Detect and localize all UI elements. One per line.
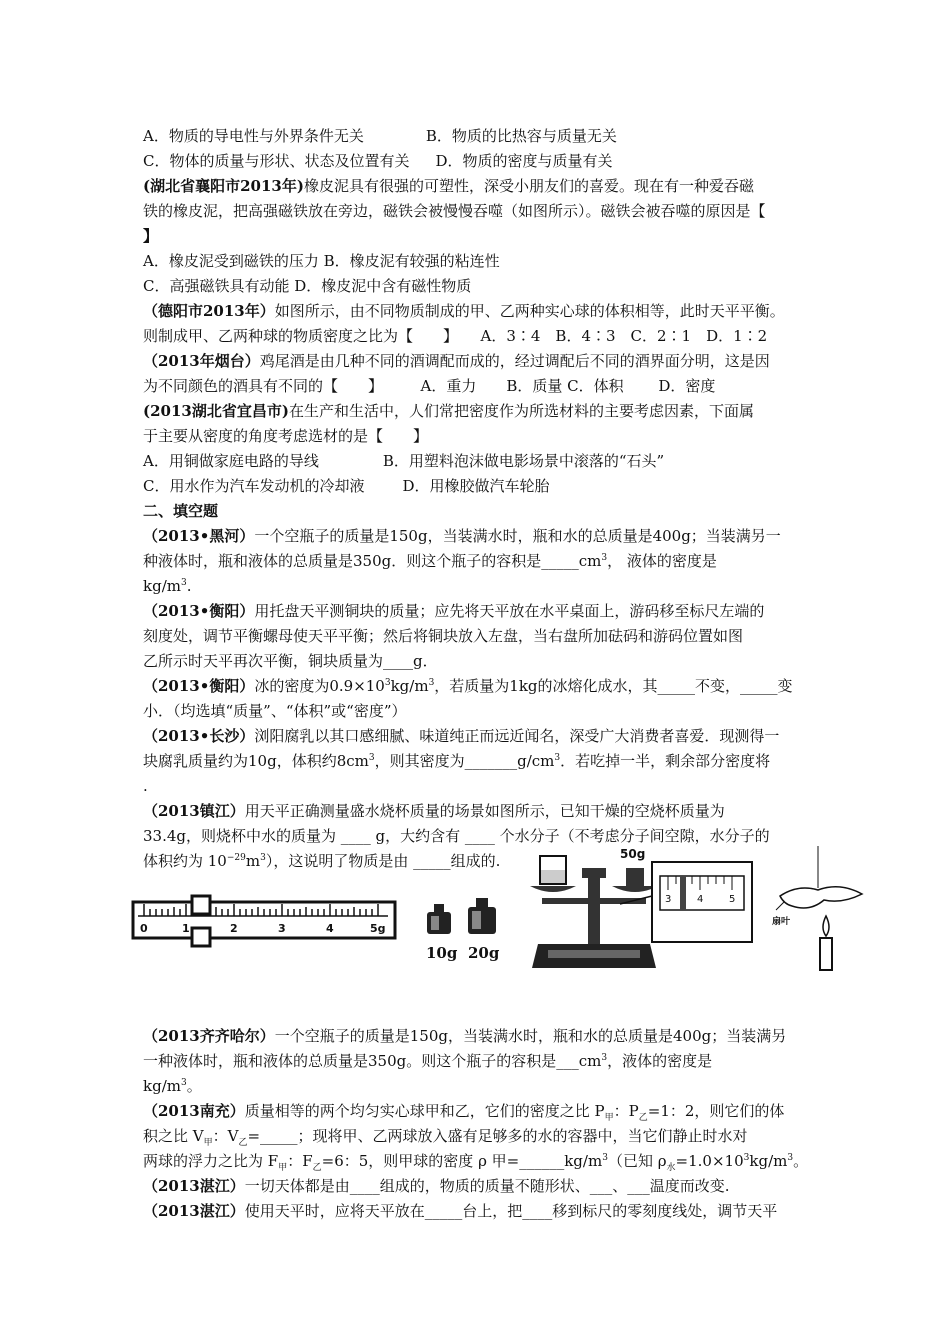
inset-tick-label: 3 <box>665 894 672 905</box>
question-text-line <box>143 549 815 574</box>
question-text: 一种液体时，瓶和液体的总质量是350g。则这个瓶子的容积是___cm <box>143 1052 602 1070</box>
question-source: （德阳市2013年） <box>143 302 275 320</box>
options-row-1 <box>143 124 815 149</box>
superscript: 3 <box>260 853 266 863</box>
question-text: 一个空瓶子的质量是150g，当装满水时，瓶和水的总质量是400g；当装满另 <box>274 1027 787 1045</box>
question-text: 使用天平时，应将天平放在_____台上，把____移到标尺的零刻度线处，调节天平 <box>244 1202 778 1220</box>
inset-tick-label: 4 <box>697 894 704 905</box>
question-text: ：V <box>212 1127 239 1145</box>
question-zhanjiang-1 <box>143 1174 815 1199</box>
weight-10g <box>427 904 451 934</box>
option-c: C．用水作为汽车发动机的冷却液 <box>143 477 365 495</box>
question-text: kg/m <box>143 1077 181 1095</box>
question-text: 鸡尾酒是由几种不同的酒调配而成的，经过调配后不同的酒界面分明，这是因 <box>259 352 770 370</box>
option-d: D．用橡胶做汽车轮胎 <box>402 477 550 495</box>
question-text: kg/m <box>143 577 181 595</box>
question-text-line <box>143 224 815 249</box>
question-text: 两球的浮力之比为 F <box>143 1152 279 1170</box>
figure-row <box>130 846 870 976</box>
ruler-tick-label: 5g <box>370 922 386 935</box>
question-text: ：P <box>613 1102 639 1120</box>
weights-figure <box>422 896 512 966</box>
question-text: （已知 ρ <box>607 1152 667 1170</box>
question-text: ，则其密度为_______g/cm <box>374 752 555 770</box>
weight-label: 20g <box>468 944 500 962</box>
fan-candle-figure <box>770 846 868 974</box>
ruler-tick-label: 4 <box>326 922 334 935</box>
question-text-line <box>143 624 815 649</box>
question-text-line <box>143 749 815 774</box>
weight-20g <box>468 898 496 934</box>
question-text: kg/m <box>390 677 429 695</box>
question-text-line <box>143 649 815 674</box>
question-text: 乙所示时天平再次平衡，铜块质量为____g． <box>143 652 438 670</box>
superscript: 3 <box>428 678 435 688</box>
balance-figure <box>528 846 778 974</box>
question-hengyang-1 <box>143 599 815 624</box>
question-text: 。 <box>186 1077 202 1095</box>
options-row <box>143 449 815 474</box>
question-text: 种液体时，瓶和液体的总质量是350g．则这个瓶子的容积是_____cm <box>143 552 602 570</box>
superscript: 3 <box>787 1153 794 1163</box>
question-text: m <box>245 852 261 870</box>
question-text: ），这说明了物质是由 _____组成的. <box>265 852 501 870</box>
question-text: 用天平正确测量盛水烧杯质量的场景如图所示，已知干燥的空烧杯质量为 <box>244 802 725 820</box>
inset-tick-label: 5 <box>729 894 736 905</box>
question-text: 冰的密度为0.9×10 <box>254 677 385 695</box>
option-d: D．物质的密度与质量有关 <box>435 152 613 170</box>
superscript: 3 <box>180 578 187 588</box>
question-source: （2013湛江） <box>143 1177 245 1195</box>
question-text: 体积约为 10 <box>143 852 227 870</box>
ruler-tick-label: 0 <box>140 922 148 935</box>
question-text: 小．（均选填“质量”、“体积”或“密度”） <box>143 702 407 720</box>
question-source: (2013湖北省宜昌市) <box>143 402 289 420</box>
question-text: =_____；现将甲、乙两球放入盛有足够多的水的容器中，当它们静止时水对 <box>247 1127 748 1145</box>
question-text-line <box>143 199 815 224</box>
document-body <box>143 124 815 874</box>
question-source: （2013•黑河） <box>143 527 255 545</box>
question-yichang <box>143 399 815 424</box>
fan-label: 扇叶 <box>772 917 791 927</box>
question-text: 橡皮泥具有很强的可塑性，深受小朋友们的喜爱。现在有一种爱吞磁 <box>303 177 754 195</box>
question-text: 33.4g，则烧杯中水的质量为 ____ g，大约含有 ____ 个水分子（不考虑分子间空隙，水分子的 <box>143 827 770 845</box>
question-deyang <box>143 299 815 324</box>
options-row-2 <box>143 149 815 174</box>
question-text: 如图所示，由不同物质制成的甲、乙两种实心球的体积相等，此时天平平衡。 <box>274 302 785 320</box>
question-text-line <box>143 1149 815 1174</box>
question-text-line <box>143 699 815 724</box>
subscript: 乙 <box>238 1138 248 1148</box>
question-text: 刻度处，调节平衡螺母使天平平衡；然后将铜块放入左盘，当右盘所加砝码和游码位置如图 <box>143 627 744 645</box>
section-heading: 二、填空题 <box>143 502 219 520</box>
question-text: =1.0×10 <box>675 1152 744 1170</box>
question-text: =1：2，则它们的体 <box>647 1102 785 1120</box>
question-text-line <box>143 324 815 349</box>
question-heihe <box>143 524 815 549</box>
question-text: ：F <box>287 1152 313 1170</box>
ruler-figure <box>130 888 400 954</box>
question-text-line <box>143 374 815 399</box>
question-text: ．若吃掉一半，剩余部分密度将 <box>560 752 771 770</box>
options-row <box>143 274 815 299</box>
question-qiqihar <box>143 1024 815 1049</box>
question-changsha <box>143 724 815 749</box>
option-b: B．物质的比热容与质量无关 <box>425 127 617 145</box>
subscript: 甲 <box>604 1113 614 1123</box>
superscript: −29 <box>226 853 246 863</box>
options-row <box>143 474 815 499</box>
paper-fan <box>780 887 862 908</box>
superscript: 3 <box>368 753 375 763</box>
question-text: 浏阳腐乳以其口感细腻、味道纯正而远近闻名，深受广大消费者喜爱．现测得一 <box>254 727 780 745</box>
question-text-line <box>143 1049 815 1074</box>
question-source: （2013年烟台） <box>143 352 260 370</box>
question-text: 积之比 V <box>143 1127 204 1145</box>
flame <box>823 916 829 936</box>
question-source: （2013•衡阳） <box>143 602 255 620</box>
superscript: 3 <box>602 1153 608 1163</box>
slider-rider-bottom <box>192 928 210 946</box>
superscript: 3 <box>601 1053 608 1063</box>
question-text: 铁的橡皮泥，把高强磁铁放在旁边，磁铁会被慢慢吞噬（如图所示）。磁铁会被吞噬的原因是【 <box>143 202 766 220</box>
question-nanchong <box>143 1099 815 1124</box>
question-hengyang-2 <box>143 674 815 699</box>
candle <box>820 938 832 970</box>
options-ab: A．橡皮泥受到磁铁的压力 B．橡皮泥有较强的粘连性 <box>143 252 500 270</box>
question-yantai <box>143 349 815 374</box>
question-text: 则制成甲、乙两种球的物质密度之比为【 】 A．3∶4 B．4∶3 C．2∶1 D．1∶2 <box>143 327 768 345</box>
subscript: 乙 <box>638 1113 648 1123</box>
question-text: 块腐乳质量约为10g，体积约8cm <box>143 752 369 770</box>
question-text: 为不同颜色的酒具有不同的【 】 A．重力 B．质量 C．体积 D．密度 <box>143 377 716 395</box>
question-source: （2013湛江） <box>143 1202 245 1220</box>
question-source: （2013•衡阳） <box>143 677 255 695</box>
question-text: 一个空瓶子的质量是150g，当装满水时，瓶和水的总质量是400g；当装满另一 <box>254 527 781 545</box>
question-text: 用托盘天平测铜块的质量；应先将天平放在水平桌面上，游码移至标尺左端的 <box>254 602 765 620</box>
question-text-line <box>143 424 815 449</box>
options-cd: C．高强磁铁具有动能 D．橡皮泥中含有磁性物质 <box>143 277 472 295</box>
question-text: 质量相等的两个均匀实心球甲和乙，它们的密度之比 P <box>244 1102 605 1120</box>
subscript: 甲 <box>203 1138 213 1148</box>
superscript: 3 <box>601 553 608 563</box>
superscript: 3 <box>554 753 561 763</box>
question-source: （2013镇江） <box>143 802 245 820</box>
question-text: =6：5，则甲球的密度 ρ 甲=______kg/m <box>321 1152 603 1170</box>
question-source: （2013齐齐哈尔） <box>143 1027 275 1045</box>
option-c: C．物体的质量与形状、状态及位置有关 <box>143 152 410 170</box>
option-a: A．物质的导电性与外界条件无关 <box>143 127 364 145</box>
question-source: （2013•长沙） <box>143 727 255 745</box>
question-source: (湖北省襄阳市2013年) <box>143 177 304 195</box>
question-text: ，若质量为1kg的冰熔化成水，其_____不变，_____变 <box>434 677 793 695</box>
subscript: 水 <box>666 1163 676 1173</box>
subscript: 甲 <box>278 1163 288 1173</box>
option-b: B．用塑料泡沫做电影场景中滚落的“石头” <box>382 452 665 470</box>
options-row <box>143 249 815 274</box>
question-text: . <box>143 777 148 795</box>
question-zhanjiang-2 <box>143 1199 815 1224</box>
question-text-line <box>143 1074 815 1099</box>
slider-rider <box>192 896 210 914</box>
ruler-tick-label: 2 <box>230 922 238 935</box>
question-text-line <box>143 574 815 599</box>
superscript: 3 <box>743 1153 750 1163</box>
subscript: 乙 <box>312 1163 322 1173</box>
question-text: 。 <box>793 1152 809 1170</box>
question-text: 一切天体都是由____组成的，物质的质量不随形状、___、___温度而改变. <box>244 1177 730 1195</box>
question-text: ， 液体的密度是 <box>607 552 717 570</box>
question-source: （2013南充） <box>143 1102 245 1120</box>
option-a: A．用铜做家庭电路的导线 <box>143 452 319 470</box>
weight-label: 50g <box>620 847 646 861</box>
question-text: . <box>186 577 192 595</box>
question-zhenjiang <box>143 799 815 824</box>
question-xiangyang <box>143 174 815 199</box>
question-text: 于主要从密度的角度考虑选材的是【 】 <box>143 427 429 445</box>
question-text-line <box>143 1124 815 1149</box>
question-text: ，液体的密度是 <box>607 1052 713 1070</box>
document-body-continued <box>143 1024 815 1224</box>
answer-bracket: 】 <box>143 227 159 245</box>
ruler-tick-label: 1 <box>182 922 190 935</box>
question-text-line <box>143 774 815 799</box>
question-text: kg/m <box>749 1152 788 1170</box>
superscript: 3 <box>384 678 391 688</box>
weight-label: 10g <box>426 944 458 962</box>
superscript: 3 <box>180 1078 187 1088</box>
ruler-tick-label: 3 <box>278 922 286 935</box>
question-text: 在生产和生活中，人们常把密度作为所选材料的主要考虑因素，下面属 <box>288 402 754 420</box>
